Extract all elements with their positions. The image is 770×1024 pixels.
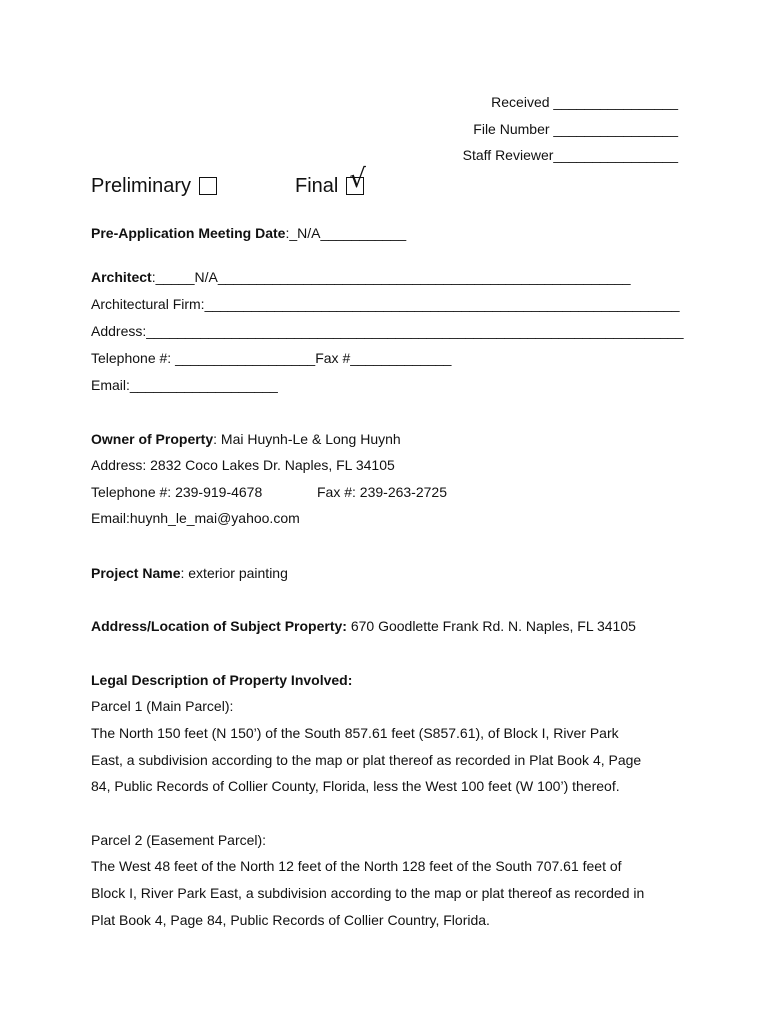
owner-fax: Fax #: 239-263-2725 xyxy=(317,484,447,500)
preliminary-checkbox[interactable] xyxy=(199,177,217,195)
project-name-label: Project Name xyxy=(91,565,181,581)
meeting-date-label: Pre-Application Meeting Date xyxy=(91,225,286,241)
parcel2-title: Parcel 2 (Easement Parcel): xyxy=(91,832,267,848)
owner-label: Owner of Property xyxy=(91,431,214,447)
parcel2-line: Plat Book 4, Page 84, Public Records of Collier Country, Florida. xyxy=(91,912,490,928)
project-name-value: : exterior painting xyxy=(180,565,288,581)
file-number-field: File Number ________________ xyxy=(473,121,678,137)
parcel1-line: 84, Public Records of Collier County, Florida, less the West 100 feet (W 100’) thereof. xyxy=(91,778,620,794)
final-checkbox[interactable] xyxy=(346,164,366,195)
parcel1-title: Parcel 1 (Main Parcel): xyxy=(91,698,234,714)
received-field: Received ________________ xyxy=(491,94,678,110)
architect-email-field: Email:___________________ xyxy=(91,377,278,393)
parcel2-line: The West 48 feet of the North 12 feet of the North 128 feet of the South 707.61 feet of xyxy=(91,858,622,874)
parcel1-line: The North 150 feet (N 150’) of the South 857.61 feet (S857.61), of Block I, River Park xyxy=(91,725,619,741)
legal-description-heading: Legal Description of Property Involved: xyxy=(91,672,353,688)
subject-property-row xyxy=(91,618,636,634)
final-label: Final xyxy=(295,175,339,197)
architect-label: Architect xyxy=(91,269,152,285)
architect-value: :_____N/A_____________________________________________________ xyxy=(151,269,631,285)
owner-address: Address: 2832 Coco Lakes Dr. Naples, FL 34105 xyxy=(91,457,395,473)
owner-telephone: Telephone #: 239-919-4678 xyxy=(91,484,263,500)
meeting-date-value: :_N/A___________ xyxy=(285,225,407,241)
parcel1-line: East, a subdivision according to the map or plat thereof as recorded in Plat Book 4, Page xyxy=(91,752,642,768)
architect-address-field: Address:_____________________________________________________________________ xyxy=(91,323,684,339)
meeting-date-row xyxy=(91,225,406,241)
parcel2-line: Block I, River Park East, a subdivision according to the map or plat thereof as recorded in xyxy=(91,885,645,901)
preliminary-option xyxy=(91,175,217,198)
project-name-row xyxy=(91,565,288,581)
owner-value: : Mai Huynh-Le & Long Huynh xyxy=(213,431,401,447)
subject-property-value: 670 Goodlette Frank Rd. N. Naples, FL 34105 xyxy=(346,618,636,634)
owner-row xyxy=(91,431,401,447)
checkmark-icon: √ xyxy=(349,164,366,194)
owner-email: Email:huynh_le_mai@yahoo.com xyxy=(91,510,300,526)
architect-telephone-fax-field: Telephone #: __________________Fax #_____________ xyxy=(91,350,452,366)
staff-reviewer-field: Staff Reviewer________________ xyxy=(462,147,678,163)
architect-row xyxy=(91,269,631,285)
architectural-firm-field: Architectural Firm:_____________________________________________________________ xyxy=(91,296,680,312)
subject-property-label: Address/Location of Subject Property: xyxy=(91,618,347,634)
preliminary-label: Preliminary xyxy=(91,175,192,197)
final-option xyxy=(295,164,366,198)
